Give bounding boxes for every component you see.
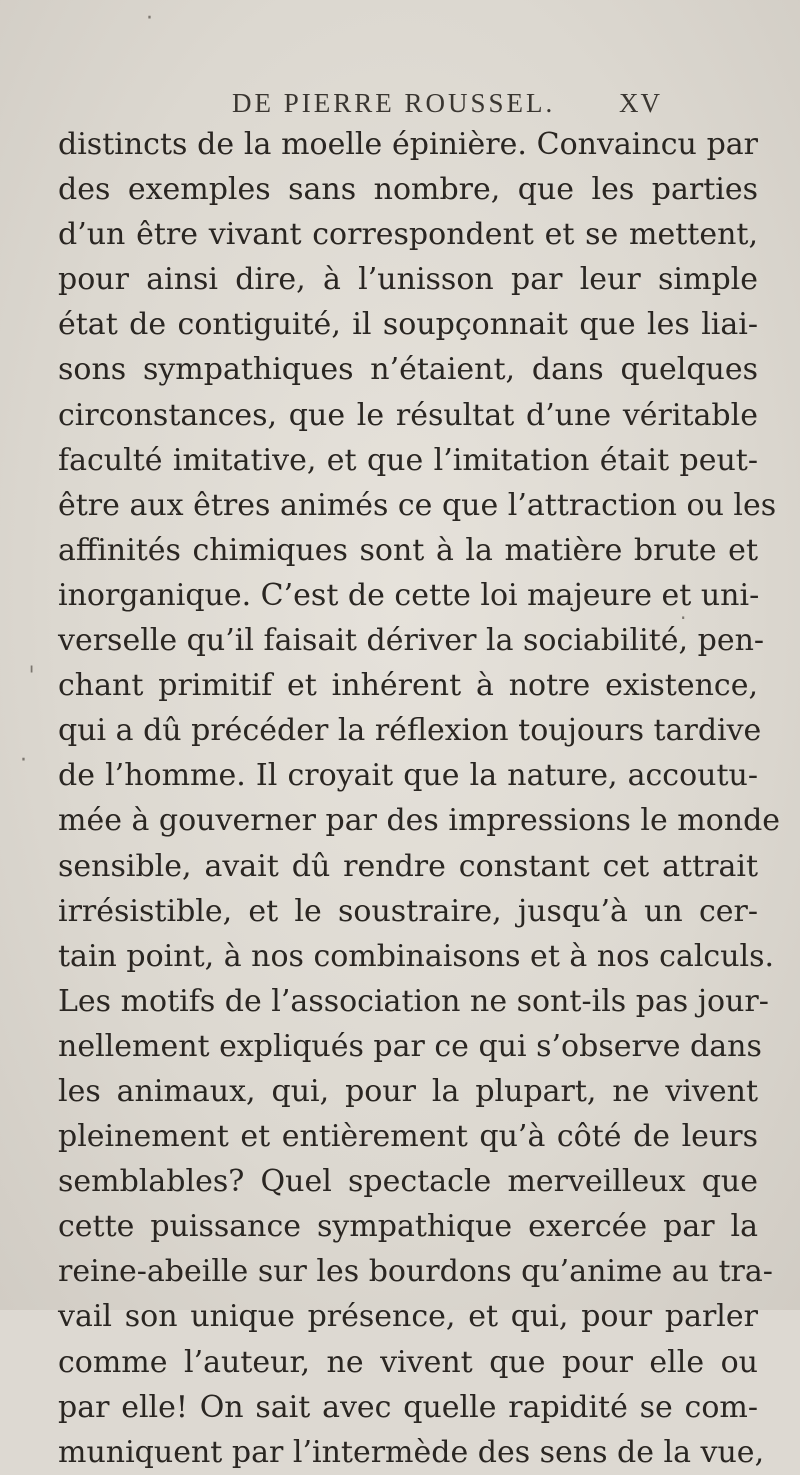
- text-line: distincts de la moelle épinière. Convaincu par: [58, 127, 758, 162]
- body-text: [58, 122, 781, 1475]
- paper-speck: ·: [680, 606, 687, 630]
- text-line: pleinement et entièrement qu’à côté de leurs: [58, 1119, 758, 1155]
- text-line: mée à gouverner par des impressions le monde: [58, 803, 781, 839]
- text-line: état de contiguité, il soupçonnait que les liai-: [58, 307, 758, 343]
- running-title: DE PIERRE ROUSSEL.: [232, 88, 556, 118]
- text-line: inorganique. C’est de cette loi majeure et uni-: [58, 577, 760, 613]
- text-line: circonstances, que le résultat d’une véritable: [58, 397, 758, 433]
- text-line: sensible, avait dû rendre constant cet attrait: [58, 848, 758, 884]
- text-line: chant primitif et inhérent à notre existence,: [58, 668, 758, 704]
- paper-speck: ·: [146, 6, 153, 31]
- text-line: qui a dû précéder la réflexion toujours tardive: [58, 713, 762, 749]
- text-line: muniquent par l’intermède des sens de la vue,: [58, 1434, 765, 1470]
- text-line: être aux êtres animés ce que l’attraction ou les: [58, 487, 777, 523]
- paper-speck: ·: [20, 748, 27, 773]
- text-line: verselle qu’il faisait dériver la sociabilité, pen-: [58, 623, 765, 659]
- text-line: les animaux, qui, pour la plupart, ne vivent: [58, 1073, 758, 1109]
- text-line: irrésistible, et le soustraire, jusqu’à un cer-: [58, 893, 758, 929]
- text-line: tain point, à nos combinaisons et à nos calculs.: [58, 938, 775, 974]
- text-line: nellement expliqués par ce qui s’observe dans: [58, 1028, 762, 1064]
- text-line: cette puissance sympathique exercée par la: [58, 1209, 758, 1245]
- text-line: de l’homme. Il croyait que la nature, accoutu-: [58, 758, 758, 794]
- text-line: sons sympathiques n’étaient, dans quelques: [58, 352, 758, 388]
- text-line: pour ainsi dire, à l’unisson par leur simple: [58, 262, 758, 298]
- text-line: reine-abeille sur les bourdons qu’anime au tra-: [58, 1254, 773, 1290]
- text-line: comme l’auteur, ne vivent que pour elle ou: [58, 1344, 758, 1380]
- text-line: faculté imitative, et que l’imitation était peut-: [58, 442, 758, 478]
- page-number: XV: [619, 88, 662, 118]
- text-line: des exemples sans nombre, que les parties: [58, 172, 758, 208]
- text-line: d’un être vivant correspondent et se mettent,: [58, 217, 758, 253]
- text-line: Les motifs de l’association ne sont-ils pas jour-: [58, 983, 769, 1019]
- text-line: affinités chimiques sont à la matière brute et: [58, 532, 758, 568]
- text-line: semblables? Quel spectacle merveilleux que: [58, 1164, 758, 1200]
- text-line: par elle! On sait avec quelle rapidité se com-: [58, 1389, 758, 1425]
- paper-speck: ˈ: [28, 662, 36, 692]
- text-line: vail son unique présence, et qui, pour parler: [58, 1299, 758, 1335]
